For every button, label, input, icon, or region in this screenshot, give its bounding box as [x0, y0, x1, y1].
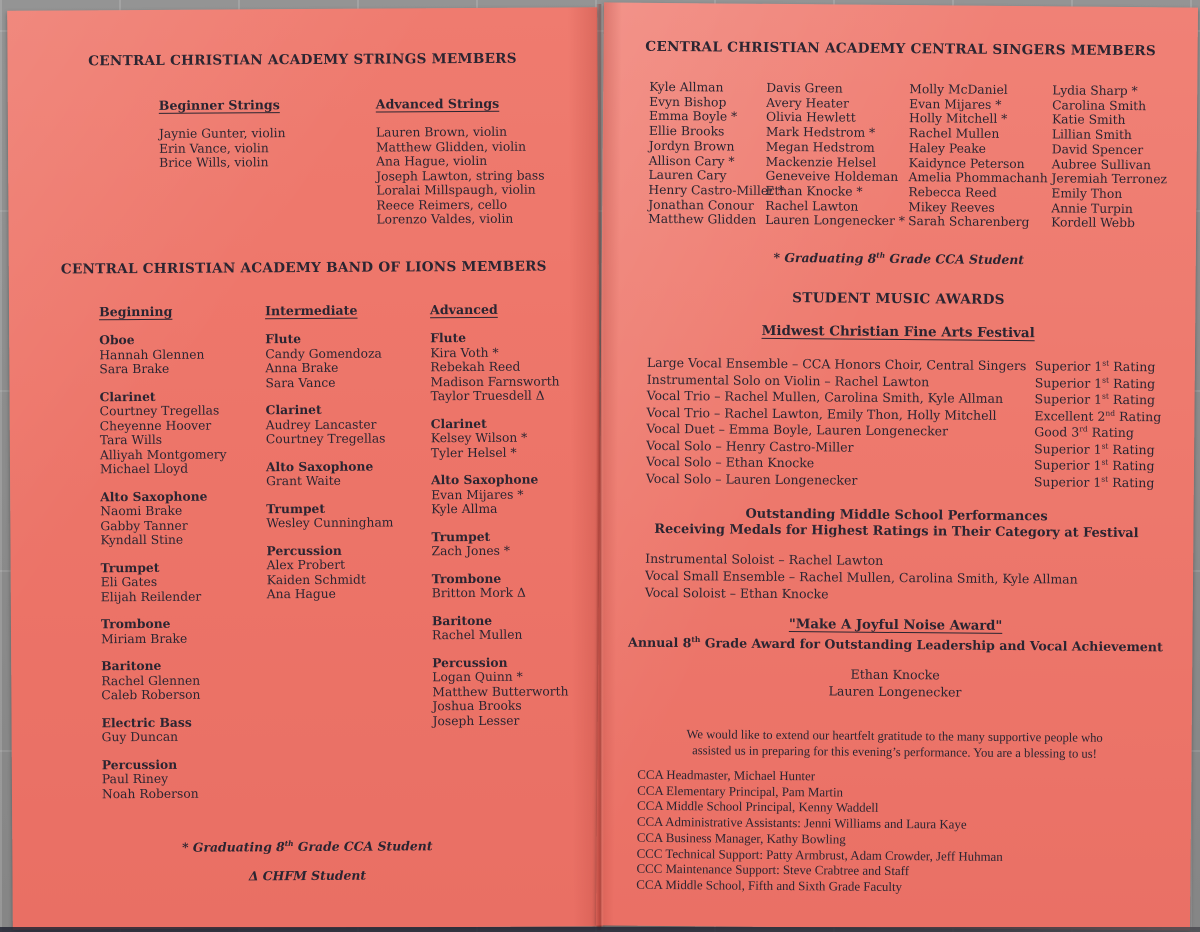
credits-list: [636, 768, 1003, 897]
member-name: Lauren Cary: [648, 168, 727, 183]
instrument-name: Trombone: [100, 615, 171, 632]
member-name: Amelia Phommachanh: [908, 170, 1048, 186]
member-name: Taylor Truesdell Δ: [430, 388, 545, 404]
award-rating: [1034, 424, 1161, 442]
rating-superscript: st: [1101, 474, 1109, 484]
member-name: Michael Lloyd: [99, 461, 189, 477]
member-name: Joseph Lesser: [432, 713, 520, 728]
award-rating: [1034, 408, 1161, 426]
member-name: Ellie Brooks: [648, 123, 725, 139]
member-name: Sarah Scharenberg: [908, 214, 1030, 230]
member-name: Emma Boyle *: [648, 109, 738, 124]
rating-text: Rating: [1108, 474, 1155, 490]
member-name: Kaidynce Peterson: [908, 155, 1025, 171]
member-name: Caleb Roberson: [101, 687, 201, 703]
member-name: Geneveive Holdeman: [765, 169, 899, 185]
strings-title: CENTRAL CHRISTIAN ACADEMY STRINGS MEMBERS: [88, 50, 517, 70]
instrument-section: [432, 655, 569, 728]
credit-line: CCA Business Manager, Kathy Bowling: [636, 830, 846, 847]
instrument-name: Trumpet: [431, 528, 491, 544]
instrument-name: Percussion: [101, 756, 178, 772]
member-name: Molly McDaniel: [909, 82, 1008, 97]
rating-text: Rating: [1114, 408, 1162, 424]
member-name: Rachel Mullen: [908, 126, 1000, 141]
strings-column-heading: Advanced Strings: [375, 95, 500, 112]
member-name: Matthew Butterworth: [432, 683, 569, 699]
instrument-sections: [265, 331, 394, 601]
member-name: Gabby Tanner: [100, 518, 188, 533]
instrument-sections: [430, 330, 569, 728]
instrument-name-list: [430, 345, 566, 404]
member-name: Joshua Brooks: [432, 698, 522, 714]
award-rating: [1034, 441, 1161, 459]
member-name: Henry Castro-Miller *: [648, 182, 785, 198]
member-name: Evan Mijares *: [431, 487, 524, 502]
member-name: Paul Riney: [101, 771, 169, 787]
member-name: Grant Waite: [266, 473, 341, 489]
member-name: Alex Probert: [266, 557, 346, 573]
joyful-recipients: [598, 663, 1192, 702]
member-name: Aubree Sullivan: [1051, 156, 1152, 172]
program-right-page: [596, 2, 1198, 930]
rating-text: Rating: [1108, 391, 1156, 408]
band-title: CENTRAL CHRISTIAN ACADEMY BAND OF LIONS MEMBERS: [60, 258, 547, 278]
footnote-text: * Graduating 8: [773, 249, 877, 266]
singers-title: CENTRAL CHRISTIAN ACADEMY CENTRAL SINGERS MEMBERS: [645, 38, 1157, 60]
member-name: Haley Peake: [908, 140, 987, 156]
award-label: Large Vocal Ensemble – CCA Honors Choir, Central Singers: [646, 354, 1027, 374]
member-name: Mikey Reeves: [908, 199, 995, 215]
member-name: Hannah Glennen: [99, 347, 205, 362]
member-name: Lauren Brown, violin: [375, 124, 508, 140]
member-name: Katie Smith: [1051, 112, 1126, 128]
strings-column: [376, 96, 545, 228]
member-name: Elijah Reilender: [100, 589, 202, 604]
award-label: Vocal Solo – Lauren Longenecker: [645, 470, 858, 488]
instrument-name-list: [266, 417, 393, 447]
member-name: Naomi Brake: [100, 503, 183, 519]
instrument-section: [266, 402, 393, 446]
instrument-name-list: [432, 585, 568, 600]
instrument-name: Flute: [265, 331, 302, 347]
member-name: Rebecca Reed: [908, 185, 997, 200]
instrument-name: Alto Saxophone: [100, 488, 208, 504]
instrument-section: [101, 658, 228, 702]
member-name: Lydia Sharp *: [1052, 83, 1138, 99]
instrument-section: [430, 330, 567, 403]
medal-line: Vocal Small Ensemble – Rachel Mullen, Carolina Smith, Kyle Allman: [644, 567, 1078, 587]
instrument-name-list: [101, 574, 228, 604]
festival-heading: Midwest Christian Fine Arts Festival: [761, 322, 1035, 342]
member-name: Matthew Glidden: [648, 212, 757, 228]
member-name: Kira Voth *: [430, 345, 499, 360]
subtitle-superscript: th: [691, 635, 701, 645]
member-name: Mackenzie Helsel: [765, 154, 877, 170]
member-name: Joseph Lawton, string bass: [376, 168, 545, 184]
instrument-name: Flute: [430, 330, 467, 346]
member-name: Evan Mijares *: [909, 96, 1002, 112]
member-name: Tara Wills: [99, 432, 163, 448]
member-name: Cheyenne Hoover: [99, 418, 212, 433]
award-rating: [1035, 358, 1162, 376]
member-name: Holly Mitchell *: [908, 111, 1008, 127]
instrument-name-list: [266, 473, 393, 488]
member-name: Kaiden Schmidt: [266, 572, 366, 587]
member-name: Sara Vance: [265, 375, 336, 390]
instrument-name: Alto Saxophone: [265, 458, 374, 474]
band-column-heading: Advanced: [429, 301, 498, 318]
member-name: Mark Hedstrom *: [765, 124, 876, 140]
instrument-name-list: [431, 487, 567, 517]
member-name: Emily Thon: [1051, 186, 1123, 201]
credit-line: CCC Maintenance Support: Steve Crabtree and Staff: [636, 861, 910, 879]
instrument-section: [266, 501, 393, 531]
band-column: [265, 302, 394, 614]
instrument-section: [101, 616, 228, 646]
table-edge-shadow: [0, 927, 1200, 932]
footnote-text: Grade CCA Student: [293, 838, 433, 855]
instrument-name: Trumpet: [100, 559, 160, 575]
instrument-name-list: [101, 673, 228, 703]
band-column: [430, 301, 569, 741]
member-name: Reece Reimers, cello: [376, 197, 508, 213]
footnote-superscript: th: [284, 838, 294, 849]
credit-line: CCA Headmaster, Michael Hunter: [637, 767, 816, 784]
award-rating: [1035, 375, 1162, 393]
member-name: David Spencer: [1051, 142, 1144, 157]
instrument-sections: [99, 332, 229, 801]
awards-title: STUDENT MUSIC AWARDS: [792, 290, 1005, 308]
member-name: Jeremiah Terronez: [1051, 171, 1168, 187]
instrument-section: [100, 489, 227, 548]
joyful-award-title: "Make A Joyful Noise Award": [788, 617, 1003, 634]
award-label: Vocal Trio – Rachel Lawton, Emily Thon, Holly Mitchell: [646, 404, 997, 423]
strings-column: [159, 97, 286, 170]
member-name: Carolina Smith: [1052, 98, 1147, 113]
instrument-name-list: [99, 347, 226, 377]
member-name: Avery Heater: [766, 95, 850, 111]
instrument-name: Percussion: [266, 542, 342, 558]
instrument-section: [100, 389, 227, 477]
member-name: Zach Jones *: [431, 543, 511, 559]
instrument-section: [431, 416, 567, 460]
instrument-name-list: [431, 543, 567, 558]
subtitle-text: Annual 8: [628, 634, 692, 651]
recipient-name: Lauren Longenecker: [828, 683, 962, 700]
credit-line: CCA Middle School, Fifth and Sixth Grade Faculty: [636, 877, 903, 894]
instrument-name: Baritone: [431, 612, 493, 628]
instrument-name: Percussion: [432, 654, 508, 670]
member-name: Megan Hedstrom: [765, 139, 875, 155]
award-rating: [1034, 457, 1161, 475]
thanks-line1: We would like to extend our heartfelt gratitude to the many supportive people who: [686, 727, 1103, 745]
credit-line: CCC Technical Support: Patty Armbrust, Adam Crowder, Jeff Huhman: [636, 846, 1003, 864]
instrument-name-list: [102, 771, 229, 801]
member-name: Kordell Webb: [1051, 215, 1135, 231]
instrument-name-list: [100, 403, 227, 476]
member-name: Erin Vance, violin: [158, 140, 269, 156]
member-name: Anna Brake: [265, 360, 339, 376]
rating-superscript: st: [1102, 391, 1109, 401]
credit-line: CCA Middle School Principal, Kenny Waddell: [636, 799, 879, 816]
member-name: Jordyn Brown: [648, 138, 735, 154]
member-name: Audrey Lancaster: [265, 417, 377, 432]
rating-text: Superior 1: [1034, 440, 1102, 457]
instrument-name: Oboe: [99, 332, 135, 348]
instrument-name-list: [267, 557, 394, 601]
member-name: Kelsey Wilson *: [430, 430, 528, 446]
member-name: Davis Green: [766, 80, 843, 96]
medals-heading-line2: Receiving Medals for Highest Ratings in Their Category at Festival: [654, 521, 1139, 542]
member-name: Rachel Mullen: [431, 627, 523, 643]
award-label: Vocal Solo – Ethan Knocke: [645, 453, 815, 471]
member-name: Britton Mork Δ: [431, 585, 526, 601]
member-name: Brice Wills, violin: [159, 155, 269, 170]
medals-heading: [599, 505, 1193, 542]
instrument-name: Trombone: [431, 570, 502, 586]
award-label: Instrumental Solo on Violin – Rachel Lawton: [646, 371, 930, 389]
rating-superscript: rd: [1079, 424, 1088, 434]
band-column-heading: Intermediate: [264, 302, 358, 319]
member-name: Sara Brake: [99, 361, 170, 377]
member-name: Olivia Hewlett: [765, 110, 856, 126]
member-name: Lorenzo Valdes, violin: [376, 211, 514, 227]
instrument-section: [265, 331, 392, 390]
instrument-name: Clarinet: [99, 388, 156, 404]
rating-text: Rating: [1087, 424, 1134, 441]
rating-superscript: st: [1101, 457, 1109, 467]
instrument-section: [102, 715, 229, 745]
instrument-name-list: [101, 631, 228, 646]
rating-text: Rating: [1108, 441, 1155, 457]
rating-text: Rating: [1108, 375, 1156, 391]
member-name: Tyler Helsel *: [430, 445, 517, 460]
member-name: Rachel Lawton: [765, 198, 859, 214]
strings-name-list: [159, 126, 286, 170]
credit-line: CCA Elementary Principal, Pam Martin: [637, 783, 844, 800]
member-name: Lauren Longenecker *: [765, 213, 905, 229]
instrument-section: [432, 613, 568, 643]
member-name: Madison Farnsworth: [430, 373, 560, 389]
member-name: Alliyah Montgomery: [99, 446, 227, 462]
instrument-name: Electric Bass: [101, 714, 192, 730]
singers-column: [765, 81, 906, 229]
member-name: Courtney Tregellas: [99, 403, 220, 419]
member-name: Rachel Glennen: [101, 673, 201, 688]
rating-text: Superior 1: [1034, 391, 1103, 407]
member-name: Annie Turpin: [1051, 200, 1133, 216]
member-name: Evyn Bishop: [649, 94, 727, 110]
instrument-name-list: [432, 669, 568, 728]
instrument-section: [266, 459, 393, 489]
footnote-superscript: th: [876, 250, 886, 260]
instrument-name: Clarinet: [430, 415, 487, 431]
singers-name-list: [1051, 83, 1168, 231]
instrument-name: Baritone: [101, 657, 162, 674]
rating-text: Rating: [1108, 457, 1155, 474]
award-rating: [1034, 474, 1161, 492]
rating-superscript: st: [1101, 441, 1109, 451]
instrument-section: [99, 332, 226, 376]
member-name: Loralai Millspaugh, violin: [376, 182, 536, 198]
instrument-name: Trumpet: [266, 500, 326, 516]
member-name: Rebekah Reed: [430, 359, 521, 375]
instrument-name: Clarinet: [265, 401, 322, 418]
rating-text: Excellent 2: [1034, 407, 1106, 424]
instrument-section: [102, 757, 229, 801]
instrument-name-list: [265, 346, 392, 390]
award-label: Vocal Duet – Emma Boyle, Lauren Longenecker: [646, 420, 949, 439]
footnote-text: * Graduating 8: [182, 839, 285, 855]
member-name: Guy Duncan: [101, 729, 179, 745]
recipient-name: Ethan Knocke: [850, 666, 940, 683]
award-label: Vocal Solo – Henry Castro-Miller: [646, 437, 854, 455]
thanks-paragraph: [627, 727, 1161, 763]
instrument-section: [431, 529, 567, 559]
rating-text: Superior 1: [1033, 473, 1102, 490]
member-name: Ethan Knocke *: [765, 183, 863, 199]
instrument-section: [431, 472, 567, 516]
member-name: Ana Hague: [266, 586, 336, 602]
rating-superscript: st: [1102, 375, 1110, 385]
instrument-name-list: [431, 430, 567, 460]
medal-line: Vocal Soloist – Ethan Knocke: [644, 584, 829, 602]
singers-name-list: [908, 82, 1048, 230]
instrument-section: [266, 543, 393, 602]
member-name: Jaynie Gunter, violin: [158, 126, 286, 141]
member-name: Allison Cary *: [648, 153, 735, 169]
singers-column: [1051, 83, 1168, 231]
member-name: Kyle Allma: [431, 501, 498, 517]
booklet-fold-crease: [596, 4, 604, 930]
instrument-section: [432, 571, 568, 601]
member-name: Kyndall Stine: [100, 532, 184, 548]
member-name: Miriam Brake: [100, 631, 188, 646]
award-rating: [1035, 391, 1162, 409]
instrument-name-list: [100, 503, 227, 547]
instrument-name-list: [266, 515, 393, 530]
credit-line: CCA Administrative Assistants: Jenni Williams and Laura Kaye: [636, 814, 967, 832]
singers-name-list: [765, 81, 906, 229]
member-name: Courtney Tregellas: [265, 431, 386, 447]
member-name: Jonathan Conour: [648, 197, 754, 213]
member-name: Ana Hague, violin: [376, 153, 488, 169]
rating-superscript: st: [1102, 358, 1110, 368]
rating-text: Rating: [1109, 358, 1156, 375]
member-name: Noah Roberson: [101, 786, 199, 801]
strings-name-list: [376, 125, 545, 228]
instrument-name-list: [102, 729, 229, 744]
singers-column: [908, 82, 1048, 230]
member-name: Matthew Glidden, violin: [375, 139, 527, 155]
awards-table: [646, 355, 1162, 491]
instrument-name: Alto Saxophone: [431, 471, 539, 488]
rating-text: Superior 1: [1033, 457, 1102, 473]
rating-superscript: nd: [1105, 408, 1116, 418]
subtitle-text: Grade Award for Outstanding Leadership and Vocal Achievement: [700, 635, 1163, 655]
joyful-award-subtitle: [598, 634, 1192, 654]
singers-footnote: [602, 248, 1196, 268]
band-column-heading: Beginning: [98, 303, 173, 320]
instrument-section: [101, 560, 228, 604]
medals-heading-line1: Outstanding Middle School Performances: [745, 506, 1048, 525]
member-name: Lillian Smith: [1051, 127, 1132, 143]
thanks-line2: assisted us in preparing for this evening’s performance. You are a blessing to us!: [692, 743, 1097, 761]
member-name: Eli Gates: [100, 574, 158, 590]
award-label: Vocal Trio – Rachel Mullen, Carolina Smith, Kyle Allman: [646, 387, 1004, 406]
rating-text: Good 3: [1034, 424, 1080, 440]
footnote-graduating: [12, 837, 602, 856]
member-name: Wesley Cunningham: [266, 515, 394, 531]
strings-column-heading: Beginner Strings: [158, 97, 280, 113]
instrument-name-list: [432, 627, 568, 642]
band-column: [99, 303, 229, 814]
footnote-text: Grade CCA Student: [885, 250, 1025, 268]
rating-text: Superior 1: [1034, 374, 1103, 391]
member-name: Logan Quinn *: [432, 669, 523, 685]
rating-text: Superior 1: [1034, 358, 1103, 374]
program-left-page: [7, 7, 603, 930]
medals-list: [645, 551, 1078, 605]
member-name: Kyle Allman: [649, 79, 724, 95]
member-name: Candy Gomendoza: [265, 346, 382, 361]
medal-line: Instrumental Soloist – Rachel Lawton: [645, 550, 884, 568]
footnote-chfm: Δ CHFM Student: [248, 867, 367, 884]
